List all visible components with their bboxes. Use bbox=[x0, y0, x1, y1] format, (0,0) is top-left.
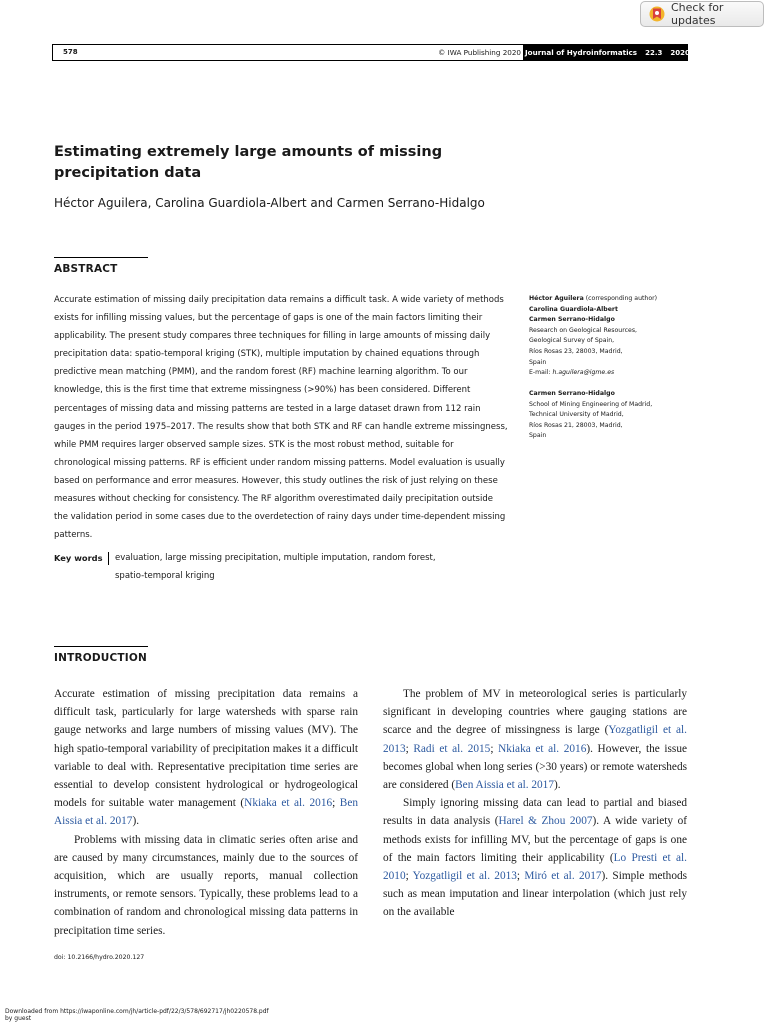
author-name: Héctor Aguilera bbox=[529, 295, 584, 302]
paragraph: Accurate estimation of missing precipitation data remains a difficult task, particularly for large watersheds with sparse rain gauge networks and large numbers of missing values (MV). The high spatio-temporal variability of precipitation makes it a difficult variable to deal with. Representative precipitation time series are essential to develop consistent hydrological or hydrogeological models for suitable water management (Nkiaka et al. 2016; Ben Aissia et al. 2017). bbox=[54, 688, 358, 828]
paragraph: The problem of MV in meteorological series is particularly significant in developing countries where gauging stations are scarce and the degree of missingness is large (Yozgatligil et al. 2013; Radi et al. 2015; Nkiaka et al. 2016). However, the issue becomes global when long series (>30 years) or remote watersheds are considered (Ben Aissia et al. 2017). bbox=[383, 688, 687, 792]
citation-link[interactable]: Yozgatligil et al. 2013 bbox=[412, 870, 517, 883]
affiliation-line: Technical University of Madrid, bbox=[529, 411, 624, 419]
affiliation-line: Research on Geological Resources, bbox=[529, 326, 638, 334]
journal-volume: 22.3 bbox=[645, 48, 663, 57]
citation-link[interactable]: Nkiaka et al. 2016 bbox=[498, 742, 587, 755]
author-name: Carmen Serrano-Hidalgo bbox=[529, 390, 615, 397]
introduction-column-right bbox=[383, 685, 687, 922]
abstract-heading: ABSTRACT bbox=[54, 263, 118, 275]
download-guest: by guest bbox=[5, 1015, 32, 1022]
journal-name: Journal of Hydroinformatics bbox=[525, 48, 638, 57]
page-number: 578 bbox=[63, 48, 78, 56]
affiliation-line: Geological Survey of Spain, bbox=[529, 337, 615, 345]
journal-banner bbox=[523, 45, 690, 60]
keywords-divider bbox=[108, 552, 109, 565]
citation-link[interactable]: Miró et al. 2017 bbox=[524, 870, 602, 883]
citation-link[interactable]: Ben Aissia et al. 2017 bbox=[54, 797, 358, 828]
download-watermark bbox=[5, 1008, 335, 1022]
abstract-rule bbox=[54, 257, 148, 258]
check-for-updates-button[interactable] bbox=[640, 1, 764, 27]
affiliation-line: Spain bbox=[529, 358, 547, 366]
affiliation-line: Ríos Rosas 21, 28003, Madrid, bbox=[529, 421, 623, 429]
paragraph: Problems with missing data in climatic series often arise and are caused by many circumstances, mainly due to the sources of acquisition, which are usually reports, manual collection instruments, or remote sensors. Typically, these problems lead to a combination of random and chronological missing data patterns in precipitation time series. bbox=[54, 833, 358, 937]
publisher-credit: © IWA Publishing 2020 bbox=[438, 48, 521, 57]
download-url: Downloaded from https://iwaponline.com/jh/article-pdf/22/3/578/692717/jh0220578.pdf bbox=[5, 1008, 269, 1015]
citation-link[interactable]: Ben Aissia et al. 2017 bbox=[455, 779, 554, 792]
keywords-label: Key words bbox=[54, 553, 103, 563]
author-name: Carmen Serrano-Hidalgo bbox=[529, 316, 615, 324]
author-name: Carolina Guardiola-Albert bbox=[529, 305, 618, 313]
article-title bbox=[54, 142, 534, 184]
corresponding-author-note: (corresponding author) bbox=[585, 295, 658, 302]
abstract-text: Accurate estimation of missing daily precipitation data remains a difficult task. A wide variety of methods exists for infilling missing values, but the percentage of gaps is one of the main factors limiting their applicability. The present study compares three techniques for filling in large amounts of missing daily precipitation data: spatio-temporal kriging (STK), multiple imputation by chained equations through predictive mean matching (PMM), and the random forest (RF) machine learning algorithm. To our knowledge, this is the first time that extreme missingness (>90%) has been considered. Different percentages of missing data and missing patterns are tested in a large dataset drawn from 112 rain gauges in the period 1975–2017. The results show that both STK and RF can handle extreme missingness, while PMM requires larger observed sample sizes. STK is the most robust method, suitable for chronological missing patterns. RF is efficient under random missing patterns. Model evaluation is usually based on performance and error measures. However, this study outlines the risk of just relying on these measures without checking for consistency. The RF algorithm overestimated daily precipitation outside the validation period in some cases due to the overdetection of rainy days under time-dependent missing patterns. bbox=[54, 295, 508, 541]
introduction-column-left bbox=[54, 685, 358, 940]
affiliation-upm bbox=[529, 389, 699, 442]
keywords-list: evaluation, large missing precipitation, multiple imputation, random forest, spatio-temporal kriging bbox=[115, 553, 436, 581]
running-header bbox=[52, 44, 688, 61]
paragraph: Simply ignoring missing data can lead to partial and biased results in data analysis (Harel & Zhou 2007). A wide variety of methods exists for infilling MV, but the percentage of gaps is one of the main factors limiting their applicability (Lo Presti et al. 2010; Yozgatligil et al. 2013; Miró et al. 2017). Simple methods such as mean imputation and linear interpolation (which just rely on the available bbox=[383, 797, 688, 919]
citation-link[interactable]: Lo Presti et al. 2010 bbox=[383, 851, 688, 883]
affiliation-line: Spain bbox=[529, 432, 547, 440]
crossmark-icon bbox=[649, 6, 665, 22]
doi[interactable]: doi: 10.2166/hydro.2020.127 bbox=[54, 954, 145, 961]
keywords bbox=[54, 549, 514, 585]
check-for-updates-label: Check for updates bbox=[671, 1, 724, 27]
citation-link[interactable]: Harel & Zhou 2007 bbox=[498, 815, 593, 828]
citation-link[interactable]: Nkiaka et al. 2016 bbox=[244, 797, 333, 810]
email-label: E-mail: bbox=[529, 369, 551, 377]
email-link[interactable]: h.aguilera@igme.es bbox=[552, 369, 615, 377]
affiliation-igme bbox=[529, 294, 699, 379]
article-title-line-1: Estimating extremely large amounts of missing bbox=[54, 144, 443, 160]
affiliation-line: School of Mining Engineering of Madrid, bbox=[529, 400, 653, 408]
citation-link[interactable]: Radi et al. 2015 bbox=[413, 742, 491, 755]
introduction-rule bbox=[54, 646, 148, 647]
author-list: Héctor Aguilera, Carolina Guardiola-Albert and Carmen Serrano-Hidalgo bbox=[54, 196, 485, 210]
article-title-line-2: precipitation data bbox=[54, 165, 202, 181]
affiliation-line: Ríos Rosas 23, 28003, Madrid, bbox=[529, 347, 623, 355]
journal-year: 2020 bbox=[670, 48, 690, 57]
introduction-heading: INTRODUCTION bbox=[54, 652, 147, 664]
citation-link[interactable]: Yozgatligil et al. 2013 bbox=[383, 724, 687, 755]
